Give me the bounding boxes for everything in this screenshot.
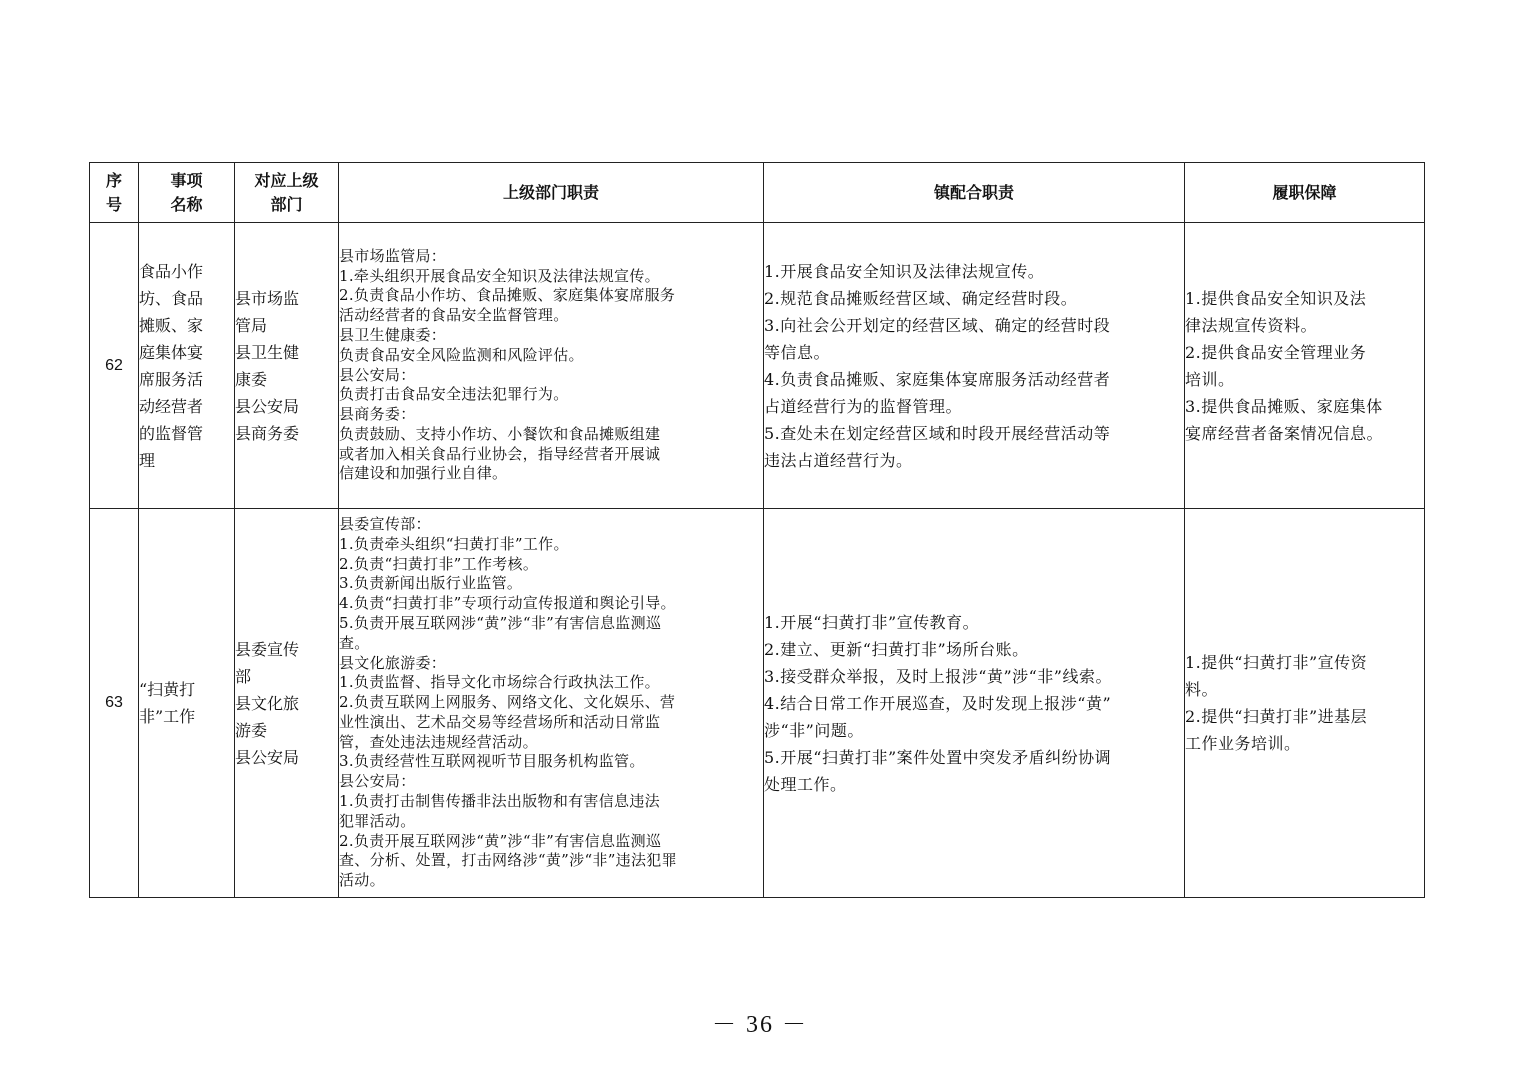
cell-text-line: 1.负责牵头组织“扫黄打非”工作。	[339, 534, 569, 553]
cell-text-line: 县市场监管局：	[339, 246, 447, 265]
cell-text-line: 3.负责新闻出版行业监管。	[339, 574, 523, 593]
table-header-row	[90, 163, 1425, 223]
cell-text-line: 培训。	[1185, 369, 1235, 389]
cell-text-line: 4.负责“扫黄打非”专项行动宣传报道和舆论引导。	[339, 594, 676, 613]
row-town-duties	[764, 509, 1185, 898]
cell-text-line: 查。	[339, 633, 370, 652]
cell-text-line: 游委	[235, 720, 268, 740]
row-guarantee	[1185, 509, 1425, 898]
page-number: － 36 －	[712, 1012, 808, 1038]
cell-text-line: 犯罪活动。	[339, 811, 416, 830]
cell-text-line: 县公安局：	[339, 772, 416, 791]
cell-text-line: 处理工作。	[764, 774, 847, 794]
header-seq: 序 号	[90, 163, 139, 223]
cell-text-line: 席服务活	[139, 369, 204, 389]
cell-text-line: 1.负责监督、指导文化市场综合行政执法工作。	[339, 673, 660, 692]
cell-text-line: 3.提供食品摊贩、家庭集体	[1185, 396, 1383, 416]
row-seq: 62	[90, 223, 139, 509]
cell-text-line: 县卫生健康委：	[339, 325, 447, 344]
row-upper-dept	[235, 509, 339, 898]
cell-text-line: 县文化旅游委：	[339, 653, 447, 672]
cell-text-line: 县公安局	[235, 747, 300, 767]
row-seq: 63	[90, 509, 139, 898]
cell-text-line: 查、分析、处置，打击网络涉“黄”涉“非”违法犯罪	[339, 851, 677, 870]
row-guarantee	[1185, 223, 1425, 509]
cell-text-line: 1.牵头组织开展食品安全知识及法律法规宣传。	[339, 266, 660, 285]
cell-text-line: 料。	[1185, 680, 1219, 699]
header-upper-duties: 上级部门职责	[339, 163, 764, 223]
cell-text-line: 宴席经营者备案情况信息。	[1185, 423, 1384, 443]
cell-text-line: 1.提供“扫黄打非”宣传资	[1185, 653, 1368, 672]
cell-text-line: 2.负责食品小作坊、食品摊贩、家庭集体宴席服务	[339, 286, 676, 305]
cell-text-line: 4.结合日常工作开展巡查，及时发现上报涉“黄”	[764, 693, 1112, 713]
cell-text-line: 占道经营行为的监督管理。	[764, 396, 963, 416]
cell-text-line: 县卫生健	[235, 342, 300, 362]
cell-text-line: 庭集体宴	[139, 342, 204, 362]
header-town-duties: 镇配合职责	[764, 163, 1185, 223]
cell-text-line: 2.规范食品摊贩经营区域、确定经营时段。	[764, 288, 1078, 308]
cell-text-line: 5.查处未在划定经营区域和时段开展经营活动等	[764, 423, 1111, 443]
cell-text-line: 活动。	[339, 871, 385, 890]
cell-text-line: 食品小作	[139, 261, 204, 281]
cell-text-line: 部	[235, 666, 252, 686]
cell-text-line: 县委宣传	[235, 639, 300, 659]
cell-text-line: 1.开展食品安全知识及法律法规宣传。	[764, 261, 1045, 281]
cell-text-line: 县委宣传部：	[339, 514, 431, 533]
cell-text-line: 管，查处违法违规经营活动。	[339, 732, 538, 751]
cell-text-line: 2.负责互联网上网服务、网络文化、文化娱乐、营	[339, 693, 676, 712]
row-upper-dept	[235, 223, 339, 509]
cell-text-line: 2.提供食品安全管理业务	[1185, 342, 1367, 362]
cell-text-line: 3.向社会公开划定的经营区域、确定的经营时段	[764, 315, 1111, 335]
cell-text-line: 2.建立、更新“扫黄打非”场所台账。	[764, 639, 1029, 659]
cell-text-line: 1.开展“扫黄打非”宣传教育。	[764, 612, 980, 632]
cell-text-line: 涉“非”问题。	[764, 720, 864, 740]
cell-text-line: 负责食品安全风险监测和风险评估。	[339, 345, 584, 364]
cell-text-line: 县商务委：	[339, 405, 416, 424]
cell-text-line: 2.负责“扫黄打非”工作考核。	[339, 554, 539, 573]
cell-text-line: 业性演出、艺术品交易等经营场所和活动日常监	[339, 712, 661, 731]
cell-text-line: 管局	[235, 315, 268, 335]
cell-text-line: 坊、食品	[139, 288, 204, 308]
row-item-name	[139, 509, 235, 898]
cell-text-line: 5.负责开展互联网涉“黄”涉“非”有害信息监测巡	[339, 613, 662, 632]
cell-text-line: 县商务委	[235, 423, 300, 443]
cell-text-line: 动经营者	[139, 396, 204, 416]
row-town-duties	[764, 223, 1185, 509]
cell-text-line: 县公安局	[235, 396, 300, 416]
cell-text-line: “扫黄打	[139, 680, 196, 699]
row-upper-duties	[339, 223, 764, 509]
cell-text-line: 非”工作	[139, 707, 196, 726]
cell-text-line: 负责鼓励、支持小作坊、小餐饮和食品摊贩组建	[339, 424, 661, 443]
duty-table-container	[89, 162, 1424, 898]
cell-text-line: 县文化旅	[235, 693, 300, 713]
cell-text-line: 理	[139, 450, 156, 470]
header-guarantee: 履职保障	[1185, 163, 1425, 223]
cell-text-line: 县市场监	[235, 288, 300, 308]
cell-text-line: 或者加入相关食品行业协会，指导经营者开展诚	[339, 444, 661, 463]
cell-text-line: 律法规宣传资料。	[1185, 315, 1318, 335]
cell-text-line: 的监督管	[139, 423, 204, 443]
cell-text-line: 负责打击食品安全违法犯罪行为。	[339, 385, 569, 404]
header-item-name: 事项 名称	[139, 163, 235, 223]
cell-text-line: 3.接受群众举报，及时上报涉“黄”涉“非”线索。	[764, 666, 1112, 686]
cell-text-line: 2.负责开展互联网涉“黄”涉“非”有害信息监测巡	[339, 831, 662, 850]
row-item-name	[139, 223, 235, 509]
cell-text-line: 4.负责食品摊贩、家庭集体宴席服务活动经营者	[764, 369, 1111, 389]
cell-text-line: 违法占道经营行为。	[764, 450, 913, 470]
cell-text-line: 摊贩、家	[139, 315, 204, 335]
cell-text-line: 活动经营者的食品安全监督管理。	[339, 306, 569, 325]
row-upper-duties	[339, 509, 764, 898]
duty-table	[89, 162, 1425, 898]
cell-text-line: 康委	[235, 369, 268, 389]
cell-text-line: 1.提供食品安全知识及法	[1185, 288, 1367, 308]
cell-text-line: 5.开展“扫黄打非”案件处置中突发矛盾纠纷协调	[764, 747, 1112, 767]
cell-text-line: 信建设和加强行业自律。	[339, 464, 508, 483]
cell-text-line: 工作业务培训。	[1185, 734, 1301, 753]
cell-text-line: 1.负责打击制售传播非法出版物和有害信息违法	[339, 792, 660, 811]
cell-text-line: 3.负责经营性互联网视听节目服务机构监管。	[339, 752, 645, 771]
table-row	[90, 509, 1425, 898]
cell-text-line: 等信息。	[764, 342, 831, 362]
table-row	[90, 223, 1425, 509]
cell-text-line: 2.提供“扫黄打非”进基层	[1185, 707, 1368, 726]
cell-text-line: 县公安局：	[339, 365, 416, 384]
header-upper-dept: 对应上级 部门	[235, 163, 339, 223]
